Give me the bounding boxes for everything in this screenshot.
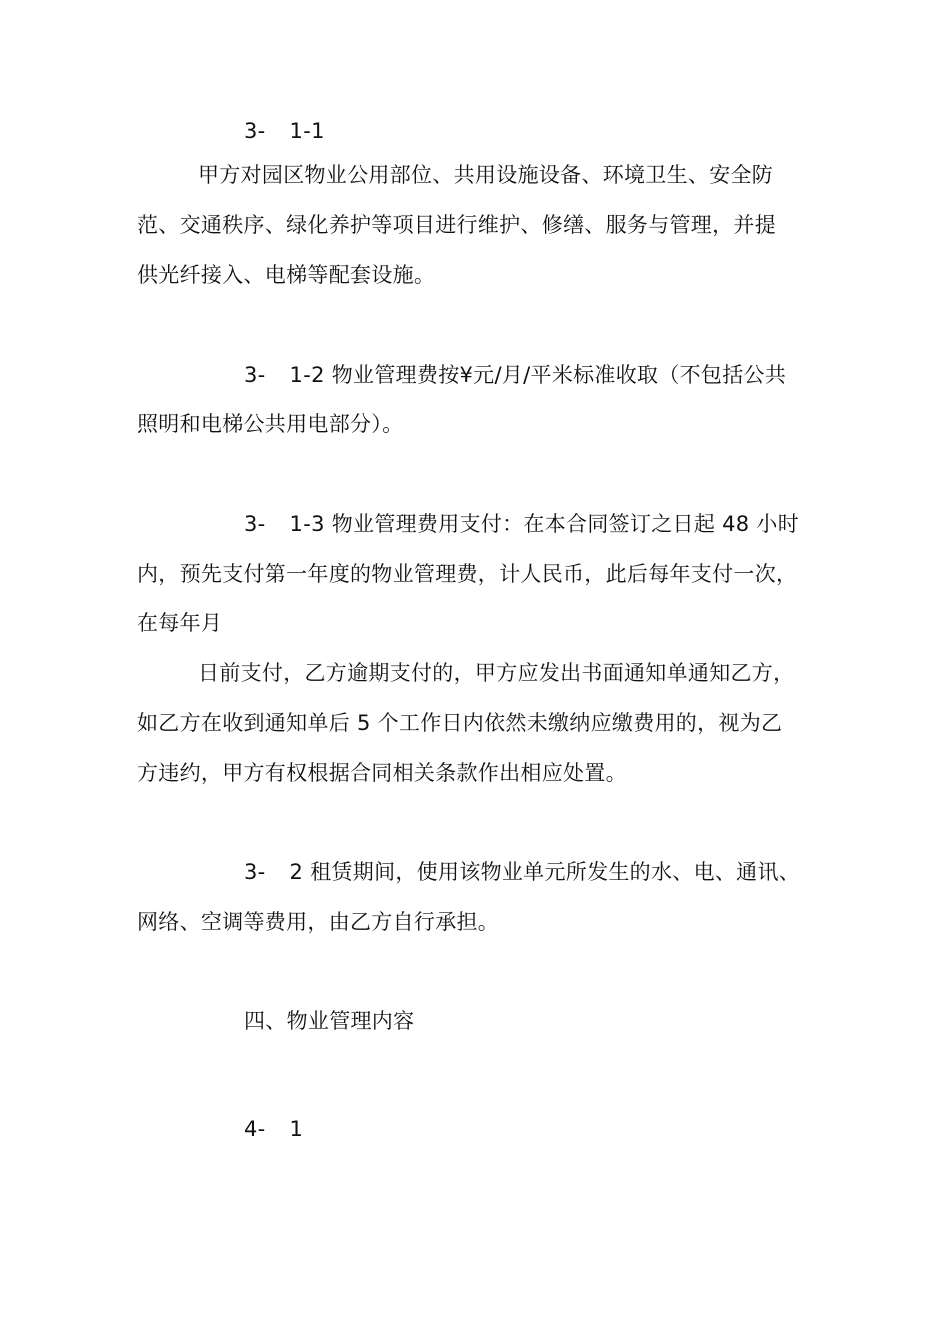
paragraph-line: 内，预先支付第一年度的物业管理费，计人民币，此后每年支付一次， [137,562,798,586]
paragraph-line: 范、交通秩序、绿化养护等项目进行维护、修缮、服务与管理，并提 [137,213,776,237]
clause-prefix: 3- [244,119,266,143]
clause-3-1-2-line [244,360,786,390]
clause-prefix: 4- [244,1117,266,1141]
paragraph-line: 如乙方在收到通知单后 5 个工作日内依然未缴纳应缴费用的，视为乙 [137,711,783,735]
paragraph-line: 甲方对园区物业公用部位、共用设施设备、环境卫生、安全防 [198,163,774,187]
clause-4-1-number [244,1114,303,1144]
clause-prefix: 3- [244,512,266,536]
clause-prefix: 3- [244,860,266,884]
clause-suffix: 1 [289,1117,304,1141]
clause-3-1-1-number [244,116,325,146]
paragraph-line: 方违约，甲方有权根据合同相关条款作出相应处置。 [137,761,627,785]
paragraph-line: 网络、空调等费用，由乙方自行承担。 [137,910,500,934]
clause-text: 1-2 物业管理费按¥元/月/平米标准收取（不包括公共 [289,363,787,387]
section-heading: 四、物业管理内容 [244,1009,415,1033]
paragraph-line: 在每年月 [137,611,223,635]
paragraph-line: 日前支付，乙方逾期支付的，甲方应发出书面通知单通知乙方， [198,661,795,685]
paragraph-line: 供光纤接入、电梯等配套设施。 [137,263,436,287]
clause-suffix: 1-1 [289,119,325,143]
clause-3-2-line [244,857,800,887]
clause-text: 1-3 物业管理费用支付：在本合同签订之日起 48 小时 [289,512,799,536]
paragraph-line: 照明和电梯公共用电部分）。 [137,412,404,436]
clause-3-1-3-line [244,509,799,539]
clause-text: 2 租赁期间，使用该物业单元所发生的水、电、通讯、 [289,860,801,884]
clause-prefix: 3- [244,363,266,387]
